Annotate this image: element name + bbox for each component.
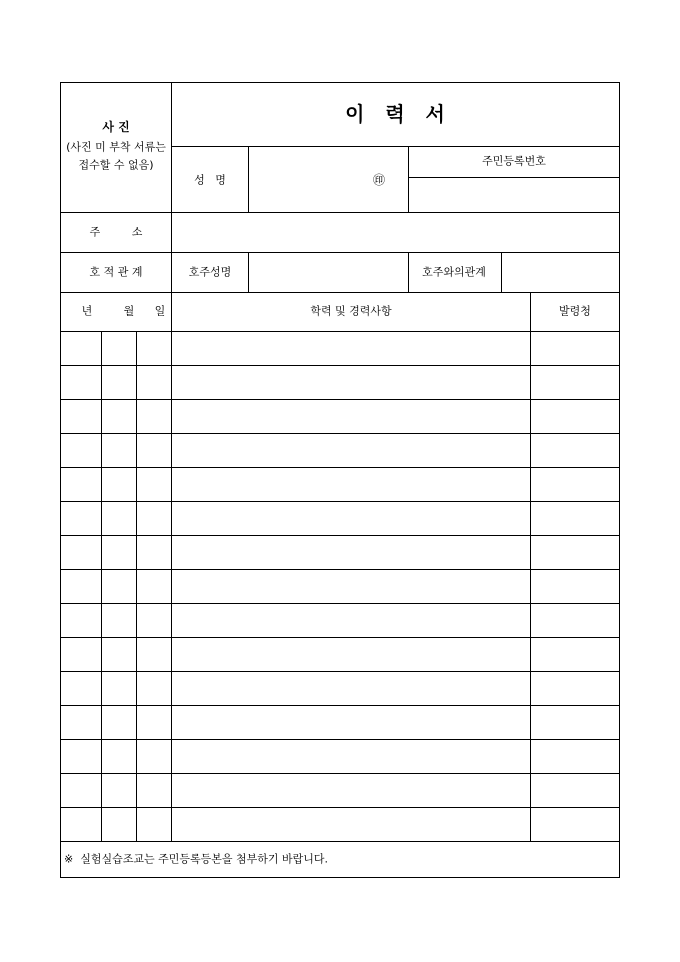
history-row-history-cell[interactable] bbox=[172, 434, 530, 467]
resident-number-label: 주민등록번호 bbox=[482, 154, 546, 168]
history-row-month-cell[interactable] bbox=[102, 740, 136, 773]
history-row-year-cell[interactable] bbox=[61, 638, 101, 671]
history-row-day-cell[interactable] bbox=[137, 468, 171, 501]
history-row-day-cell[interactable] bbox=[137, 604, 171, 637]
history-row-year-cell[interactable] bbox=[61, 808, 101, 841]
history-row-year-cell[interactable] bbox=[61, 570, 101, 603]
history-row-month-cell[interactable] bbox=[102, 468, 136, 501]
history-row-issuer-cell[interactable] bbox=[531, 366, 619, 399]
history-row-year-cell[interactable] bbox=[61, 740, 101, 773]
photo-note-line1: (사진 미 부착 서류는 bbox=[66, 140, 166, 154]
history-row-year-cell[interactable] bbox=[61, 468, 101, 501]
history-row-month-cell[interactable] bbox=[102, 570, 136, 603]
history-row-year-cell[interactable] bbox=[61, 400, 101, 433]
history-row-month-cell[interactable] bbox=[102, 536, 136, 569]
history-row-month-cell[interactable] bbox=[102, 434, 136, 467]
history-row-year-cell[interactable] bbox=[61, 434, 101, 467]
history-row-history-cell[interactable] bbox=[172, 808, 530, 841]
history-row-day-cell[interactable] bbox=[137, 808, 171, 841]
history-row-month-cell[interactable] bbox=[102, 366, 136, 399]
history-row-issuer-cell[interactable] bbox=[531, 638, 619, 671]
history-row-issuer-cell[interactable] bbox=[531, 808, 619, 841]
history-row-issuer-cell[interactable] bbox=[531, 434, 619, 467]
history-row-month-cell[interactable] bbox=[102, 706, 136, 739]
history-row-year-cell[interactable] bbox=[61, 672, 101, 705]
history-row-month-cell[interactable] bbox=[102, 638, 136, 671]
history-row-day-cell[interactable] bbox=[137, 332, 171, 365]
history-row-history-cell[interactable] bbox=[172, 332, 530, 365]
history-row-history-cell[interactable] bbox=[172, 672, 530, 705]
history-row-history-cell[interactable] bbox=[172, 774, 530, 807]
history-row-issuer-cell[interactable] bbox=[531, 400, 619, 433]
year-header: 년 bbox=[81, 304, 93, 318]
relation-to-head-label: 호주와의관계 bbox=[422, 265, 486, 279]
history-row-issuer-cell[interactable] bbox=[531, 672, 619, 705]
history-row-issuer-cell[interactable] bbox=[531, 570, 619, 603]
history-row-issuer-cell[interactable] bbox=[531, 740, 619, 773]
history-row-day-cell[interactable] bbox=[137, 366, 171, 399]
seal-mark: ㊞ bbox=[372, 173, 386, 187]
history-row-issuer-cell[interactable] bbox=[531, 774, 619, 807]
history-row-day-cell[interactable] bbox=[137, 740, 171, 773]
history-row-day-cell[interactable] bbox=[137, 706, 171, 739]
history-row-year-cell[interactable] bbox=[61, 774, 101, 807]
history-row-issuer-cell[interactable] bbox=[531, 706, 619, 739]
history-row-year-cell[interactable] bbox=[61, 366, 101, 399]
history-row-month-cell[interactable] bbox=[102, 400, 136, 433]
issuer-header: 발령청 bbox=[559, 304, 591, 318]
history-row-month-cell[interactable] bbox=[102, 672, 136, 705]
history-row-history-cell[interactable] bbox=[172, 604, 530, 637]
history-row-year-cell[interactable] bbox=[61, 604, 101, 637]
history-row-history-cell[interactable] bbox=[172, 638, 530, 671]
history-row-issuer-cell[interactable] bbox=[531, 468, 619, 501]
history-row-day-cell[interactable] bbox=[137, 672, 171, 705]
history-row-day-cell[interactable] bbox=[137, 536, 171, 569]
photo-label: 사 진 bbox=[102, 120, 130, 134]
history-row-month-cell[interactable] bbox=[102, 332, 136, 365]
history-row-month-cell[interactable] bbox=[102, 808, 136, 841]
history-row-history-cell[interactable] bbox=[172, 502, 530, 535]
photo-note-line2: 접수할 수 없음) bbox=[78, 158, 154, 172]
history-row-month-cell[interactable] bbox=[102, 502, 136, 535]
document-title: 이 력 서 bbox=[345, 102, 445, 126]
name-label: 성 명 bbox=[194, 173, 226, 187]
history-row-day-cell[interactable] bbox=[137, 638, 171, 671]
footer-note: ※ 실험실습조교는 주민등록등본을 첨부하기 바랍니다. bbox=[64, 852, 328, 866]
history-row-year-cell[interactable] bbox=[61, 502, 101, 535]
address-label: 주 소 bbox=[89, 225, 143, 239]
history-row-history-cell[interactable] bbox=[172, 400, 530, 433]
history-row-month-cell[interactable] bbox=[102, 774, 136, 807]
history-row-day-cell[interactable] bbox=[137, 502, 171, 535]
day-header: 일 bbox=[154, 304, 166, 318]
history-row-issuer-cell[interactable] bbox=[531, 502, 619, 535]
history-row-year-cell[interactable] bbox=[61, 536, 101, 569]
history-row-history-cell[interactable] bbox=[172, 468, 530, 501]
history-row-history-cell[interactable] bbox=[172, 366, 530, 399]
family-relation-label: 호 적 관 계 bbox=[89, 265, 143, 279]
history-row-day-cell[interactable] bbox=[137, 400, 171, 433]
history-row-issuer-cell[interactable] bbox=[531, 536, 619, 569]
history-row-history-cell[interactable] bbox=[172, 536, 530, 569]
history-row-issuer-cell[interactable] bbox=[531, 332, 619, 365]
history-row-day-cell[interactable] bbox=[137, 434, 171, 467]
history-row-history-cell[interactable] bbox=[172, 706, 530, 739]
month-header: 월 bbox=[123, 304, 135, 318]
history-row-year-cell[interactable] bbox=[61, 706, 101, 739]
history-row-history-cell[interactable] bbox=[172, 570, 530, 603]
history-header: 학력 및 경력사항 bbox=[310, 304, 392, 318]
history-row-issuer-cell[interactable] bbox=[531, 604, 619, 637]
household-head-name-label: 호주성명 bbox=[188, 265, 232, 279]
history-row-day-cell[interactable] bbox=[137, 570, 171, 603]
history-row-day-cell[interactable] bbox=[137, 774, 171, 807]
history-row-history-cell[interactable] bbox=[172, 740, 530, 773]
history-row-year-cell[interactable] bbox=[61, 332, 101, 365]
history-row-month-cell[interactable] bbox=[102, 604, 136, 637]
